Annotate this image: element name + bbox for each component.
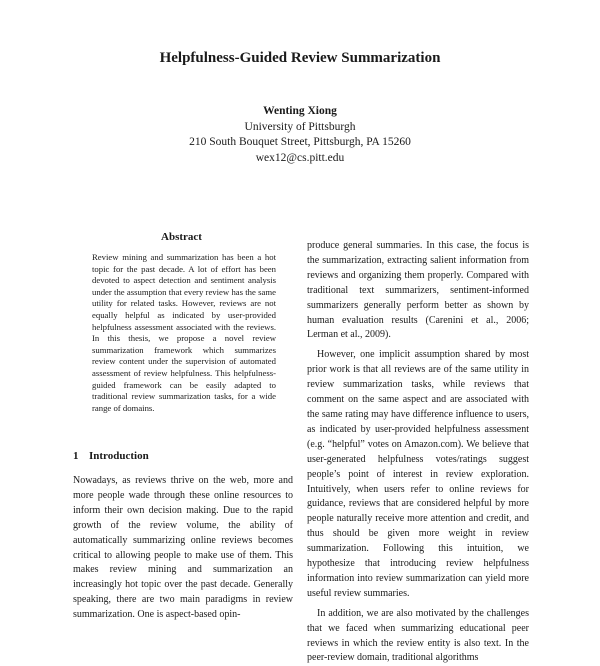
section-title: Introduction — [89, 450, 149, 462]
paper-title: Helpfulness-Guided Review Summarization — [159, 50, 441, 66]
abstract-body — [92, 252, 276, 414]
author-address: 210 South Bouquet Street, Pittsburgh, PA 15260 — [189, 136, 411, 148]
abstract-text: Review mining and summarization has been a hot topic for the past decade. A lot of effort has been devoted to aspect detection and sentiment analysis under the assumption that every review has the same utility for related tasks. However, reviews are not equally helpful as indicated by user-provided helpfulness assessment associated with the reviews. In this thesis, we propose a novel review summarization framework which summarizes review content under the supervision of automated assessment of review helpfulness. This helpfulness-guided framework can be easily adapted to traditional review summarization tasks, for a wide range of domains. — [92, 252, 276, 413]
section-number: 1 — [73, 450, 79, 462]
right-paragraph-2: However, one implicit assumption shared by most prior work is that all reviews are of the same utility in review summarization tasks, while reviews that comment on the same aspect and are associated with the same rating may have difference influence to users, as indicated by user-provided helpfulness assessment (e.g. “helpful” votes on Amazon.com). We believe that user-generated helpfulness votes/ratings suggest people’s point of interest in review exploration. Intuitively, when users refer to online reviews for guidance, reviews that are considered helpful by more people naturally receive more attention and credit, and thus should be given more weight in review summarization. Following this intuition, we hypothesize that introducing review helpfulness information into review summarization can yield more useful review summaries. — [307, 349, 529, 599]
right-paragraph-3: In addition, we are also motivated by the challenges that we faced when summarizing educational peer reviews in which the review entity is also text. In the peer-review domain, traditional algorithms — [307, 607, 529, 664]
introduction-paragraph: Nowadays, as reviews thrive on the web, more and more people wade through these online resources to inform their own decision making. Due to the rapid growth of the review volume, the ability of automatically summarizing online reviews becomes critical to allowing people to make use of them. This makes review mining and summarization an increasingly hot topic over the past decade. Generally speaking, there are two main paradigms in review summarization. One is aspect-based opin- — [73, 475, 293, 621]
right-column-body — [307, 239, 529, 666]
section-heading-introduction — [73, 450, 149, 462]
author-name: Wenting Xiong — [263, 105, 337, 117]
author-block — [0, 104, 600, 166]
author-affiliation: University of Pittsburgh — [244, 120, 356, 133]
right-paragraph-1: produce general summaries. In this case, the focus is the summarization, extracting salient information from reviews and organizing them properly. Compared with traditional text summarizers, sentiment-informed summarizers generally perform better as shown by human evaluation results (Carenini et al., 2006; Lerman et al., 2009). — [307, 240, 529, 341]
author-email: wex12@cs.pitt.edu — [255, 151, 345, 164]
abstract-heading: Abstract — [161, 231, 202, 243]
left-column-body — [73, 474, 293, 623]
